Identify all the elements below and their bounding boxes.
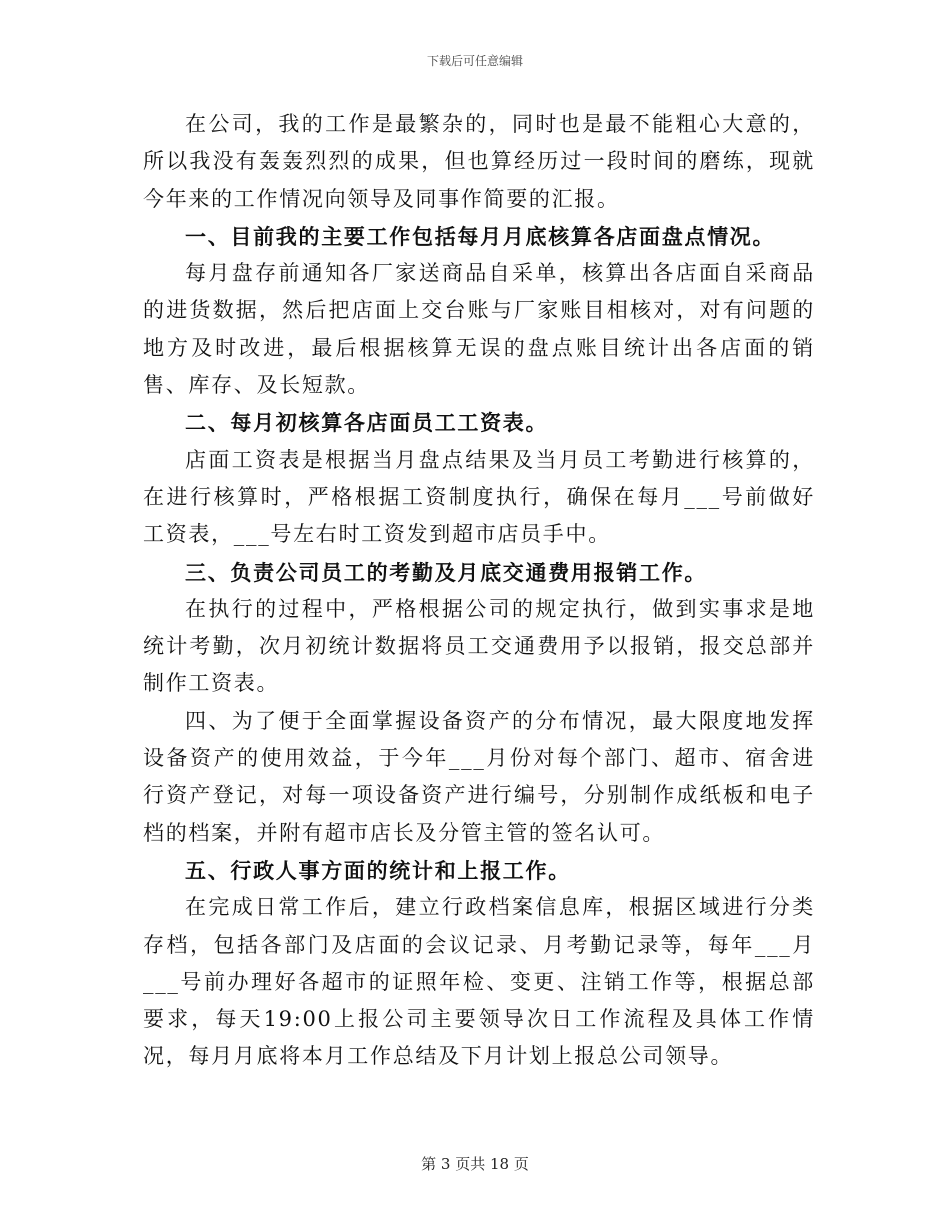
section-body-1: 每月盘存前通知各厂家送商品自采单，核算出各店面自采商品的进货数据，然后把店面上交台账与厂家账目相核对，对有问题的地方及时改进，最后根据核算无误的盘点账目统计出各店面的销售、库存、及长短款。	[143, 261, 815, 398]
section-heading-5: 五、行政人事方面的统计和上报工作。	[185, 857, 571, 883]
section-body-3: 在执行的过程中，严格根据公司的规定执行，做到实事求是地统计考勤，次月初统计数据将员工交通费用予以报销，报交总部并制作工资表。	[143, 596, 815, 696]
section-heading-2: 二、每月初核算各店面员工工资表。	[185, 410, 549, 436]
page-header: 下载后可任意编辑	[426, 54, 523, 68]
document-body	[143, 106, 815, 1076]
section-heading-3: 三、负责公司员工的考勤及月底交通费用报销工作。	[185, 559, 708, 585]
page-footer: 第 3 页共 18 页	[421, 1155, 529, 1173]
section-body-2: 店面工资表是根据当月盘点结果及当月员工考勤进行核算的，在进行核算时，严格根据工资制度执行，确保在每月___号前做好工资表，___号左右时工资发到超市店员手中。	[143, 447, 815, 547]
intro-paragraph: 在公司，我的工作是最繁杂的，同时也是最不能粗心大意的，所以我没有轰轰烈烈的成果，但也算经历过一段时间的磨练，现就今年来的工作情况向领导及同事作简要的汇报。	[143, 112, 815, 211]
section-4-paragraph: 四、为了便于全面掌握设备资产的分布情况，最大限度地发挥设备资产的使用效益，于今年___月份对每个部门、超市、宿舍进行资产登记，对每一项设备资产进行编号，分别制作成纸板和电子档的档案，并附有超市店长及分管主管的签名认可。	[143, 708, 815, 845]
section-body-5: 在完成日常工作后，建立行政档案信息库，根据区域进行分类存档，包括各部门及店面的会议记录、月考勤记录等，每年___月___号前办理好各超市的证照年检、变更、注销工作等，根据总部要求，每天19:00上报公司主要领导次日工作流程及具体工作情况，每月月底将本月工作总结及下月计划上报总公司领导。	[143, 895, 815, 1069]
section-heading-1: 一、目前我的主要工作包括每月月底核算各店面盘点情况。	[185, 223, 776, 249]
